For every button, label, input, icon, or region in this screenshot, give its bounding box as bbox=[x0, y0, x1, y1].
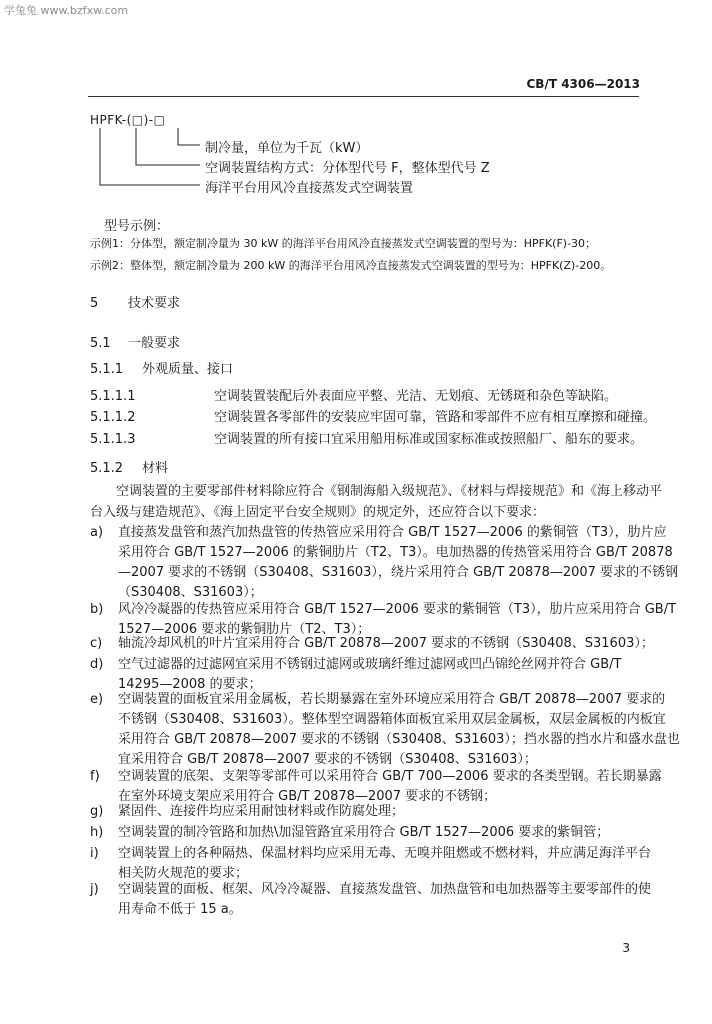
list-line: 紧固件、连接件均应采用耐蚀材料或作防腐处理； bbox=[118, 804, 405, 819]
clause-5-1-1-1 bbox=[90, 385, 617, 404]
list-item-c bbox=[90, 634, 654, 654]
model-code: HPFK-(□)-□ bbox=[90, 113, 166, 127]
clause-5-1-1-3 bbox=[90, 428, 643, 447]
section-5-1-2-heading bbox=[90, 457, 168, 476]
list-line: 空调装置上的各种隔热、保温材料均应采用无毒、无嗅并阻燃或不燃材料，并应满足海洋平台 bbox=[118, 846, 652, 861]
section-number: 5.1.1 bbox=[90, 362, 124, 377]
list-line: 不锈钢（S30408、S31603）。整体型空调器箱体面板宜采用双层金属板，双层金属板的内板宜 bbox=[118, 712, 666, 727]
list-item-g bbox=[90, 802, 642, 822]
list-line: （S30408、S31603）； bbox=[118, 585, 263, 600]
clause-text: 空调装置装配后外表面应平整、光洁、无划痕、无锈斑和杂色等缺陷。 bbox=[214, 389, 618, 404]
bracket-line-structure bbox=[136, 128, 200, 165]
header-rule bbox=[88, 96, 639, 97]
list-item-h bbox=[90, 823, 642, 843]
list-line: 用寿命不低于 15 a。 bbox=[118, 902, 242, 917]
list-letter: f) bbox=[90, 769, 100, 784]
paragraph-line: 台入级与建造规范》、《海上固定平台安全规则》的规定外，还应符合以下要求： bbox=[90, 505, 546, 520]
clause-text: 空调装置各零部件的安装应牢固可靠，管路和零部件不应有相互摩擦和碰撞。 bbox=[214, 410, 657, 425]
list-line: —2007 要求的不锈钢（S30408、S31603），绕片采用符合 GB/T 20878—2007 要求的不锈钢 bbox=[118, 565, 679, 580]
clause-5-1-1-2 bbox=[90, 406, 656, 425]
list-line: 空调装置的面板宜采用金属板，若长期暴露在室外环境应采用符合 GB/T 20878—2007 要求的 bbox=[118, 692, 666, 707]
list-line: 相关防火规范的要求； bbox=[118, 866, 249, 881]
example-2: 示例2：整体型，额定制冷量为 200 kW 的海洋平台用风冷直接蒸发式空调装置的型号为：HPFK(Z)-200。 bbox=[90, 259, 612, 272]
section-number: 5.1 bbox=[90, 336, 111, 351]
section-title: 一般要求 bbox=[128, 336, 181, 351]
model-definition-type: 海洋平台用风冷直接蒸发式空调装置 bbox=[205, 181, 414, 196]
list-line: 采用符合 GB/T 20878—2007 要求的不锈钢（S30408、S31603）；挡水器的挡水片和盛水盘也 bbox=[118, 732, 680, 747]
list-letter: b) bbox=[90, 602, 104, 617]
bracket-line-type bbox=[100, 128, 200, 185]
list-line: 直接蒸发盘管和蒸汽加热盘管的传热管应采用符合 GB/T 1527—2006 的紫铜管（T3），肋片应 bbox=[118, 525, 667, 540]
list-letter: c) bbox=[90, 636, 103, 651]
clause-number: 5.1.1.2 bbox=[90, 410, 136, 425]
list-item-f bbox=[90, 767, 662, 807]
list-line: 14295—2008 的要求； bbox=[118, 677, 262, 692]
list-item-a bbox=[90, 523, 679, 603]
example-1: 示例1：分体型，额定制冷量为 30 kW 的海洋平台用风冷直接蒸发式空调装置的型号为：HPFK(F)-30； bbox=[90, 237, 597, 250]
list-line: 1527—2006 要求的紫铜肋片（T2、T3）； bbox=[118, 622, 371, 637]
list-letter: e) bbox=[90, 692, 104, 707]
list-letter: g) bbox=[90, 804, 104, 819]
model-definition-capacity: 制冷量，单位为千瓦（kW） bbox=[205, 141, 369, 156]
list-line: 空调装置的制冷管路和加热\加湿管路宜采用符合 GB/T 1527—2006 要求的紫铜管； bbox=[118, 825, 610, 840]
list-letter: i) bbox=[90, 846, 99, 861]
list-line: 轴流冷却风机的叶片宜采用符合 GB/T 20878—2007 要求的不锈钢（S30408、S31603）； bbox=[118, 636, 654, 651]
list-item-j bbox=[90, 880, 652, 920]
list-letter: d) bbox=[90, 657, 104, 672]
watermark: 学兔兔 www.bzfxw.com bbox=[4, 4, 129, 17]
standard-code: CB/T 4306—2013 bbox=[526, 77, 640, 91]
list-line: 空调装置的底架、支架等零部件可以采用符合 GB/T 700—2006 要求的各类型钢。若长期暴露 bbox=[118, 769, 662, 784]
section-number: 5.1.2 bbox=[90, 461, 124, 476]
section-title: 技术要求 bbox=[128, 296, 181, 311]
section-5-heading bbox=[90, 292, 180, 311]
clause-text: 空调装置的所有接口宜采用船用标准或国家标准或按照船厂、船东的要求。 bbox=[214, 432, 644, 447]
list-item-d bbox=[90, 655, 642, 695]
clause-number: 5.1.1.3 bbox=[90, 432, 136, 447]
list-line: 采用符合 GB/T 1527—2006 的紫铜肋片（T2、T3）。电加热器的传热管采用符合 GB/T 20878 bbox=[118, 545, 673, 560]
list-line: 空调装置的面板、框架、风冷冷凝器、直接蒸发盘管、加热盘管和电加热器等主要零部件的使 bbox=[118, 882, 652, 897]
list-line: 在室外环境支架应采用符合 GB/T 20878—2007 要求的不锈钢； bbox=[118, 789, 497, 804]
section-5-1-heading bbox=[90, 332, 180, 351]
bracket-line-capacity bbox=[178, 128, 200, 145]
list-item-e bbox=[90, 690, 680, 770]
list-item-i bbox=[90, 844, 652, 884]
list-line: 宜采用符合 GB/T 20878—2007 要求的不锈钢（S30408、S31603）； bbox=[118, 752, 537, 767]
model-definition-structure: 空调装置结构方式：分体型代号 F，整体型代号 Z bbox=[205, 161, 490, 176]
list-letter: h) bbox=[90, 825, 104, 840]
examples-title: 型号示例： bbox=[104, 219, 170, 234]
list-line: 风冷冷凝器的传热管应采用符合 GB/T 1527—2006 要求的紫铜管（T3），肋片应采用符合 GB/T bbox=[118, 602, 677, 617]
paragraph-line: 空调装置的主要零部件材料除应符合《钢制海船入级规范》、《材料与焊接规范》和《海上移动平 bbox=[116, 484, 663, 499]
section-number: 5 bbox=[90, 296, 99, 311]
list-letter: j) bbox=[90, 882, 99, 897]
page-number: 3 bbox=[622, 941, 630, 955]
list-letter: a) bbox=[90, 525, 104, 540]
materials-intro bbox=[90, 481, 663, 523]
section-5-1-1-heading bbox=[90, 358, 233, 377]
section-title: 材料 bbox=[142, 461, 169, 476]
section-title: 外观质量、接口 bbox=[142, 362, 234, 377]
clause-number: 5.1.1.1 bbox=[90, 389, 136, 404]
list-line: 空气过滤器的过滤网宜采用不锈钢过滤网或玻璃纤维过滤网或凹凸锦纶丝网并符合 GB/T bbox=[118, 657, 622, 672]
